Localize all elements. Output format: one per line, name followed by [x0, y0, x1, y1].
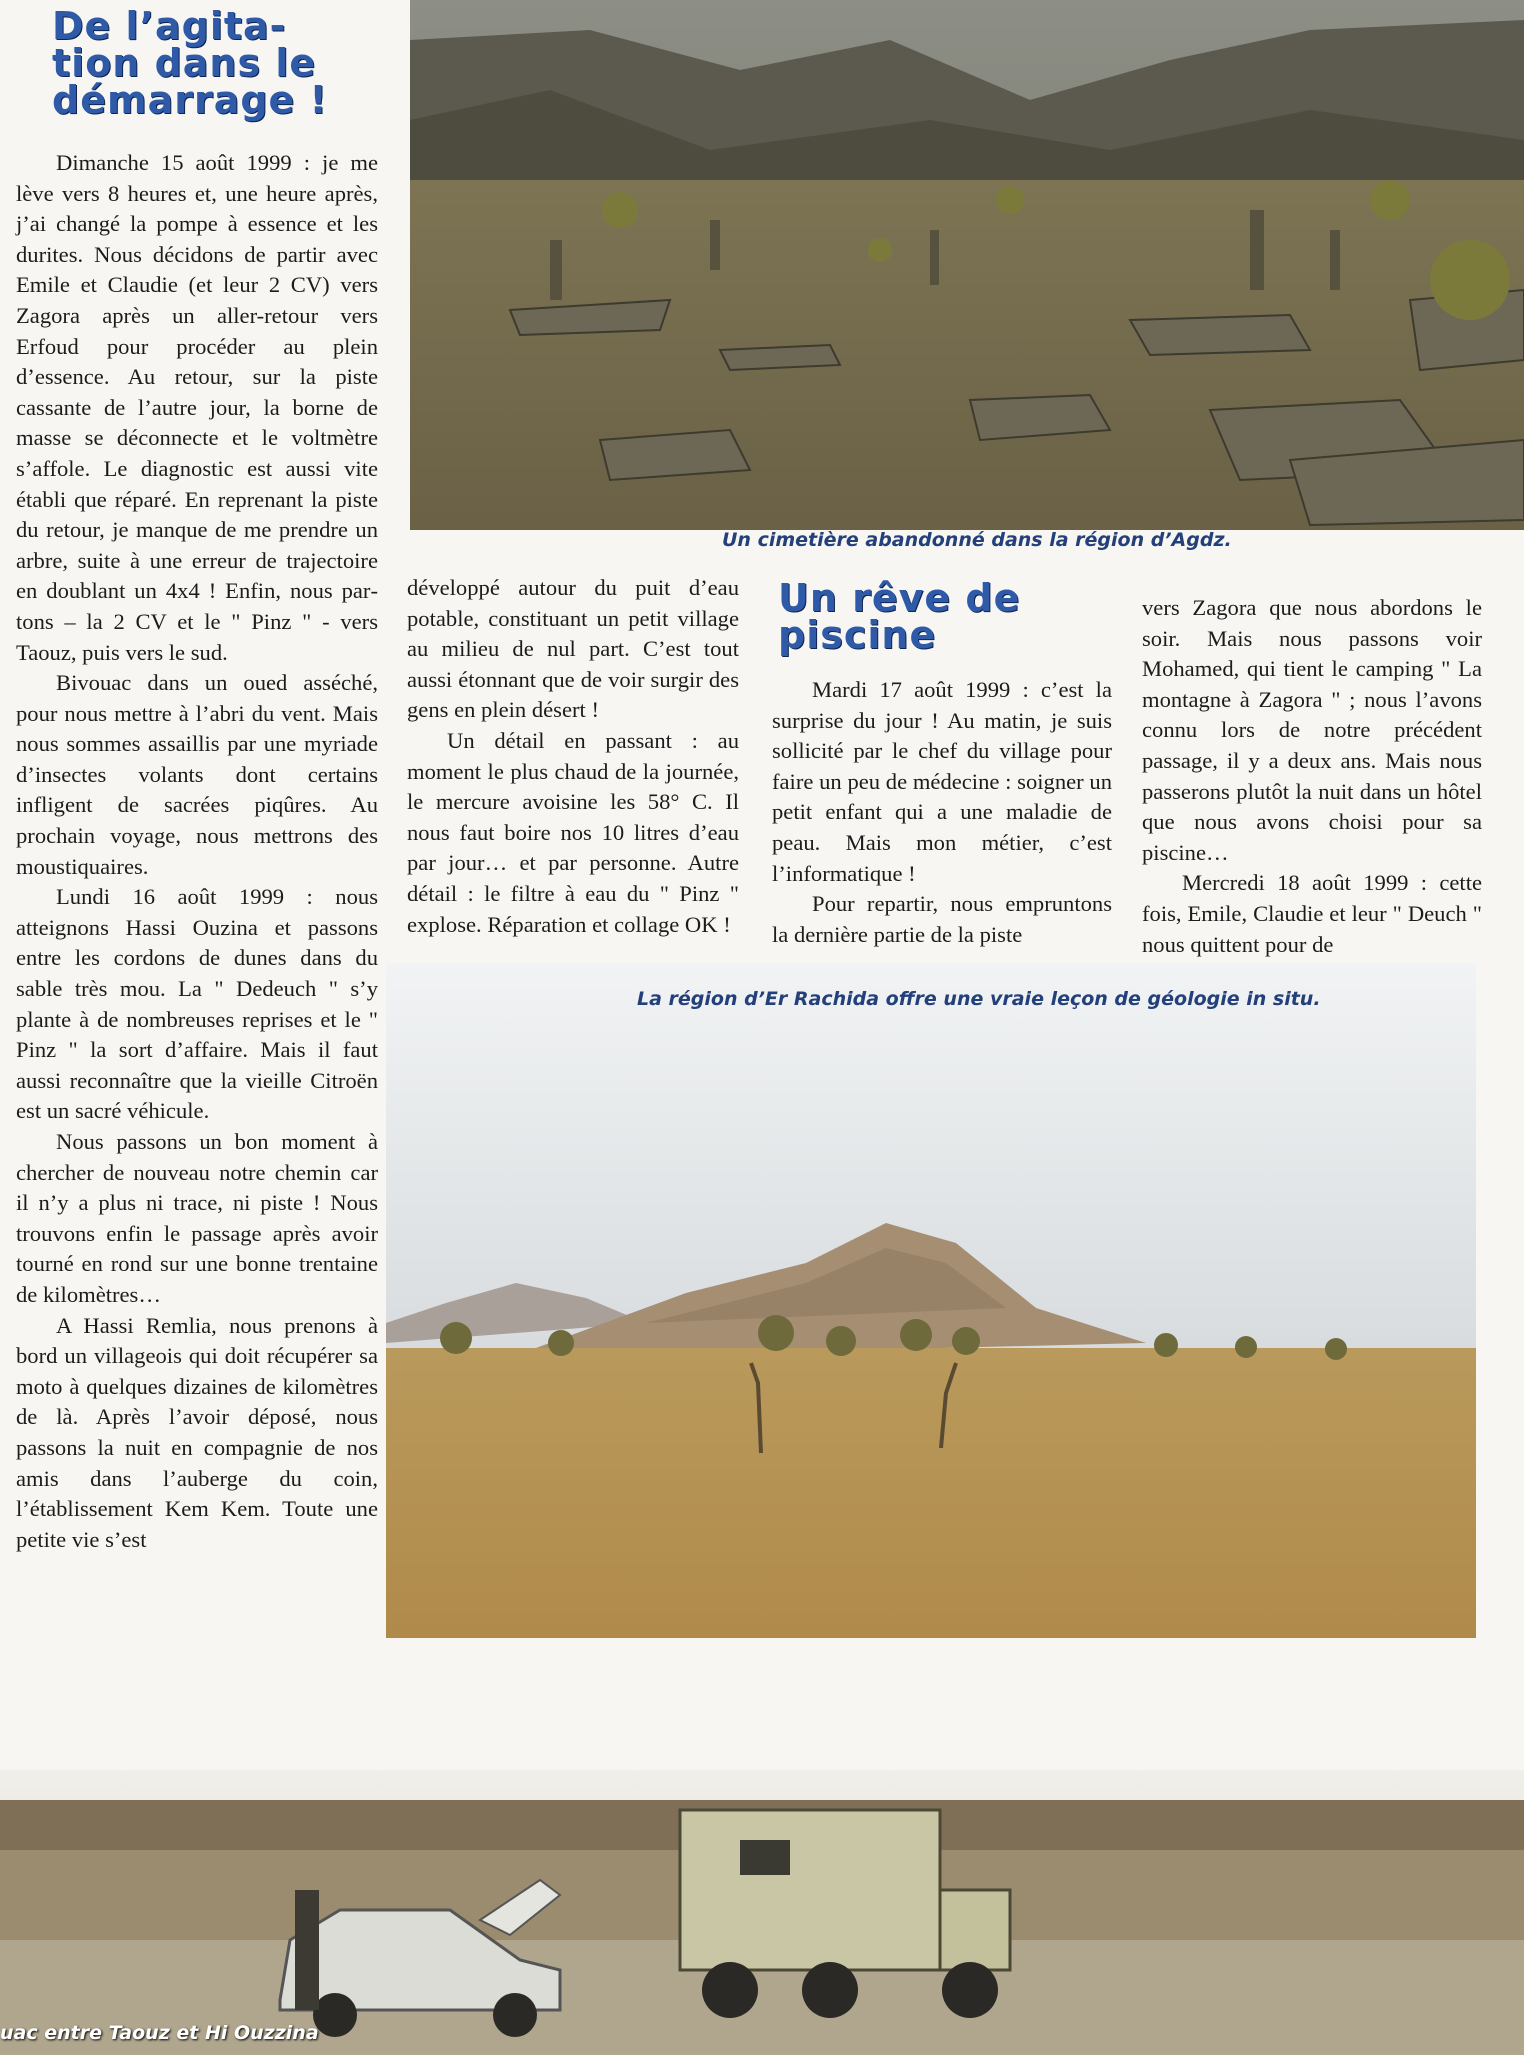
geology-photo [386, 963, 1476, 1638]
bivouac-caption: uac entre Taouz et Hi Ouzzina [0, 2022, 319, 2044]
cemetery-caption: Un cimetière abandonné dans la région d’Agdz. [722, 529, 1232, 551]
column-1 [16, 148, 378, 1555]
paragraph: Dimanche 15 août 1999 : je me lève vers 8 heures et, une heure après, j’ai changé la pompe à essence et les durites. Nous décidons de partir avec Emile et Claudie (et leur 2 CV) vers Zagora après un aller-retour vers Erfoud pour procéder au plein d’essence. Au retour, sur la piste cassante de l’autre jour, la borne de masse se déconnecte et le voltmètre s’affole. Le diagnostic est aussi vite établi que réparé. En reprenant la piste du retour, je manque de me prendre un arbre, suite à une erreur de trajectoire en doublant un 4x4 ! Enfin, nous partons – la 2 CV et le " Pinz " - vers Taouz, puis vers le sud. [16, 150, 378, 665]
heading-agitation: De l’agita- tion dans le démarrage ! [52, 4, 328, 122]
geology-caption: La région d’Er Rachida offre une vraie leçon de géologie in situ. [637, 988, 1321, 1010]
paragraph: Un détail en passant : au moment le plus chaud de la journée, le mercure avoisine les 58° C. Il nous faut boire nos 10 litres d’eau par jour… et par personne. Autre détail : le filtre à eau du " Pinz " explose. Réparation et collage OK ! [407, 727, 739, 937]
paragraph: Mardi 17 août 1999 : c’est la surprise du jour ! Au matin, je suis sollicité par le chef du village pour faire un peu de médecine : soigner un petit enfant qui a une maladie de peau. Mais mon métier, c’est l’informatique ! [772, 677, 1112, 886]
column-2 [407, 573, 739, 940]
paragraph: Lundi 16 août 1999 : nous atteignons Hassi Ouzina et passons entre les cordons de dunes dans du sable très mou. La " Dedeuch " s’y plante à de nombreuses reprises et le " Pinz " la sort d’affaire. Mais il faut aussi reconnaître que la vieille Citroën est un sacré véhicule. [16, 884, 378, 1124]
column-3 [772, 675, 1112, 950]
paragraph: Pour repartir, nous empruntons la dernière partie de la piste [772, 891, 1112, 947]
paragraph: vers Zagora que nous abordons le soir. Mais nous passons voir Mohamed, qui tient le camping " La montagne à Zagora " ; nous l’avons connu lors de notre précédent passage, il y a deux ans. Mais nous passerons plutôt la nuit dans un hôtel que nous avons choisi pour sa piscine… [1142, 595, 1482, 865]
paragraph: Nous passons un bon moment à chercher de nouveau notre chemin car il n’y a plus ni trace, ni piste ! Nous trouvons enfin le passage après avoir tourné en rond sur une bonne trentaine de kilomètres… [16, 1129, 378, 1307]
paragraph: développé autour du puit d’eau potable, constituant un petit village au milieu de nul part. C’est tout aussi étonnant que de voir surgir des gens en plein désert ! [407, 575, 739, 723]
paragraph: A Hassi Remlia, nous prenons à bord un villageois qui doit récupérer sa moto à quelques dizaines de kilomètres de là. Après l’avoir déposé, nous passons la nuit en compagnie de nos amis dans l’auberge du coin, l’établissement Kem Kem. Toute une petite vie s’est [16, 1312, 378, 1552]
heading-piscine: Un rêve de piscine [778, 576, 1021, 657]
person-figure [295, 1890, 319, 2010]
paragraph: Bivouac dans un oued asséché, pour nous mettre à l’abri du vent. Mais nous sommes assaillis par une myriade d’insectes volants dont certains infligent de sacrées piqûres. Au prochain voyage, nous mettrons des moustiquaires. [16, 670, 378, 879]
paragraph: Mercredi 18 août 1999 : cette fois, Emile, Claudie et leur " Deuch " nous quittent pour de [1142, 870, 1482, 957]
bivouac-photo [0, 1770, 1524, 2055]
cemetery-photo [410, 0, 1524, 530]
column-4 [1142, 593, 1482, 960]
